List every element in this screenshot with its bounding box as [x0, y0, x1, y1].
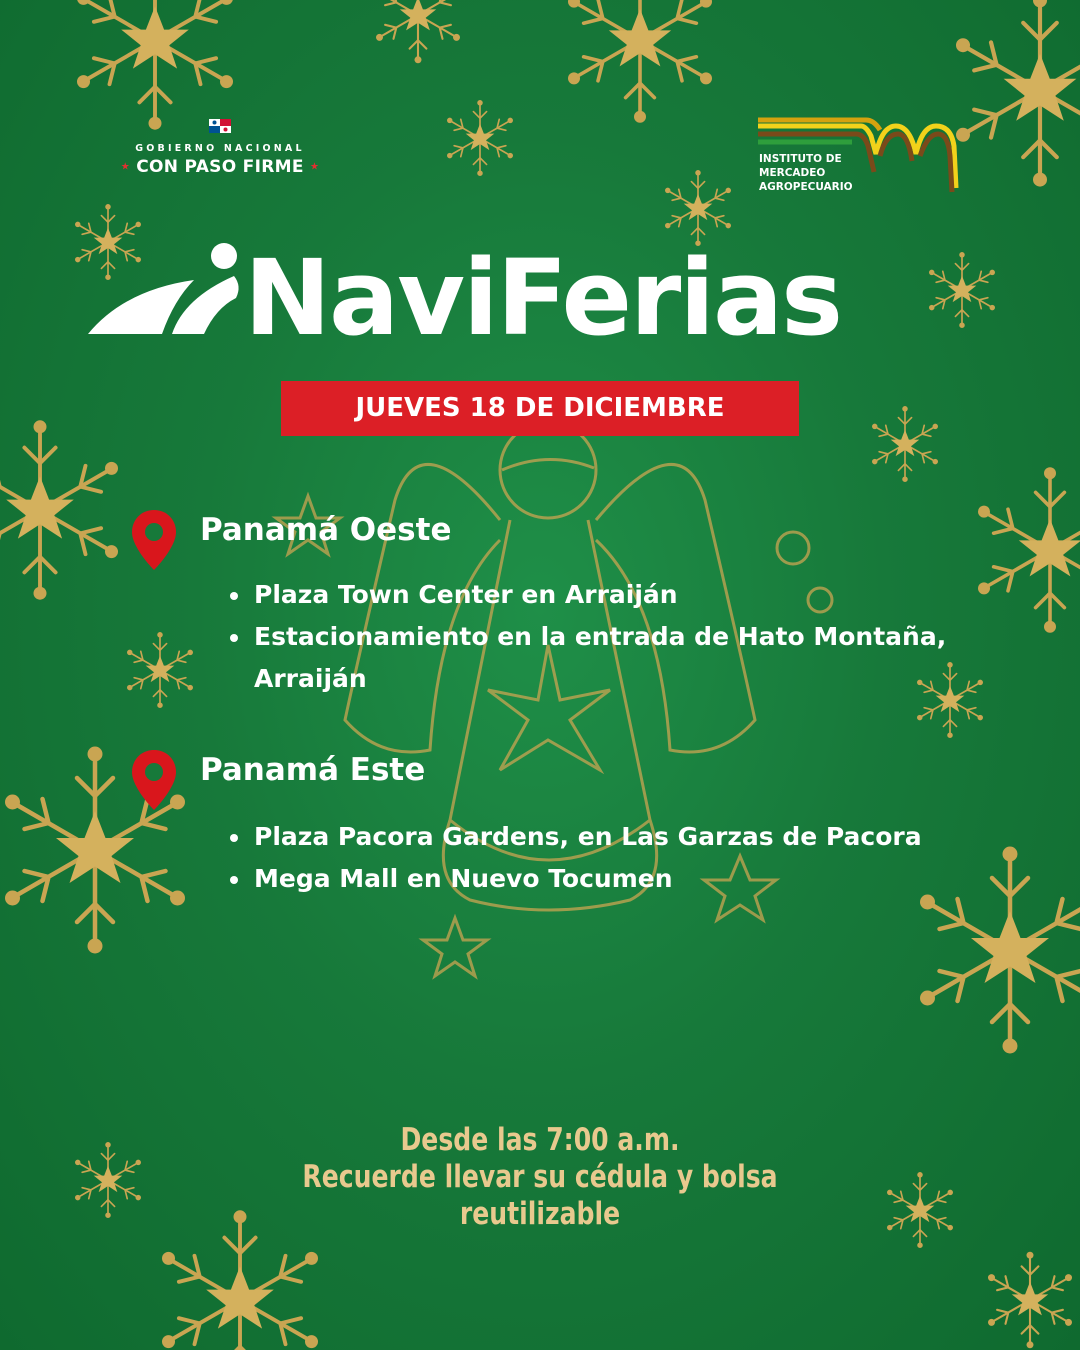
gov-slogan-text: CON PASO FIRME — [136, 157, 304, 177]
location-list — [230, 816, 972, 900]
ima-name-line1: INSTITUTO DE — [759, 153, 842, 165]
location-pin-icon — [130, 748, 178, 812]
star-icon: ★ — [120, 161, 131, 173]
list-item: • Mega Mall en Nuevo Tocumen — [252, 858, 972, 900]
gov-label: GOBIERNO NACIONAL — [135, 143, 305, 154]
ima-name-line2: MERCADEO — [759, 167, 826, 179]
brand-name: NaviFerias — [244, 237, 842, 359]
footer-reminder-cont: reutilizable — [459, 1196, 621, 1232]
panama-flag-icon — [209, 119, 231, 133]
location-list — [230, 574, 972, 700]
government-logo — [120, 118, 320, 177]
list-item: • Estacionamiento en la entrada de Hato Montaña, Arraiján — [252, 616, 972, 700]
ima-name-line3: AGROPECUARIO — [759, 181, 853, 193]
ima-logo — [756, 116, 971, 201]
footer-time: Desde las 7:00 a.m. — [400, 1122, 680, 1158]
ima-name — [759, 152, 853, 194]
leaf-field-icon — [84, 238, 254, 358]
date-banner: JUEVES 18 DE DICIEMBRE — [281, 381, 799, 436]
naviferias-logo — [84, 238, 924, 368]
region-title: Panamá Oeste — [200, 512, 452, 548]
star-icon: ★ — [309, 161, 320, 173]
list-item: • Plaza Town Center en Arraiján — [252, 574, 972, 616]
footer-note — [234, 1122, 846, 1233]
list-item: • Plaza Pacora Gardens, en Las Garzas de Pacora — [252, 816, 972, 858]
footer-reminder: Recuerde llevar su cédula y bolsa — [302, 1159, 778, 1195]
location-pin-icon — [130, 508, 178, 572]
gov-slogan — [120, 157, 320, 177]
region-title: Panamá Este — [200, 752, 426, 788]
